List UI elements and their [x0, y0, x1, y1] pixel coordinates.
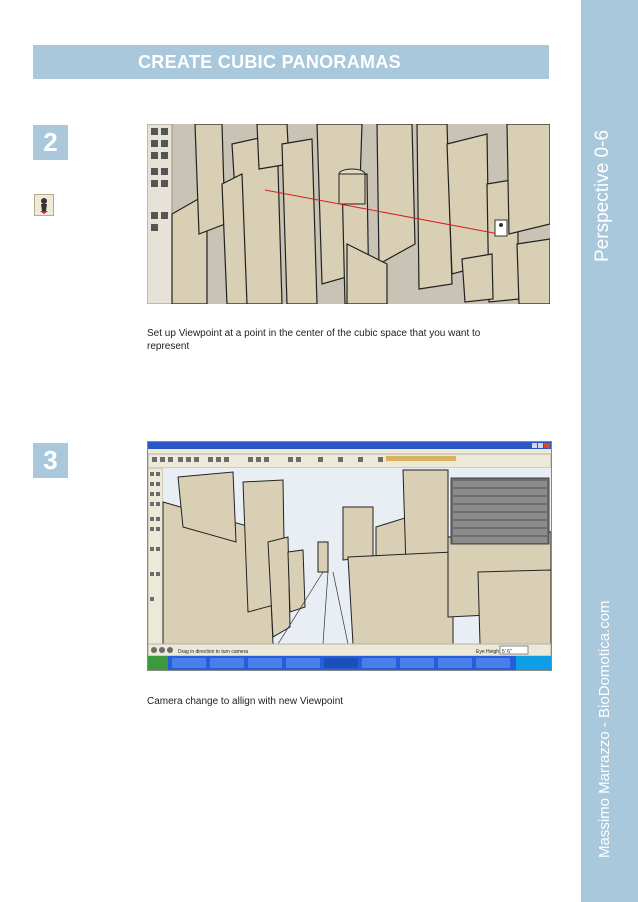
step-badge-3: 3	[33, 443, 68, 478]
header-bar	[33, 45, 549, 79]
step-badge-2: 2	[33, 125, 68, 160]
sidebar-text	[581, 0, 638, 902]
eye-height-value: 5' 6"	[502, 649, 512, 655]
right-sidebar	[581, 0, 638, 902]
screenshot-viewpoint	[147, 124, 550, 304]
page-title: CREATE CUBIC PANORAMAS	[138, 52, 401, 72]
sidebar-series: Perspective 0-6	[592, 129, 613, 262]
eye-height-label: Eye Height	[476, 649, 501, 655]
step-2-caption-line1: Set up Viewpoint at a point in the center of the cubic space that you want to	[147, 328, 481, 339]
step-2-caption-line2: represent	[147, 341, 190, 352]
sidebar-credit: Massimo Marrazzo - BioDomotica.com	[596, 600, 613, 858]
step-3-caption: Camera change to allign with new Viewpoint	[147, 696, 344, 707]
position-camera-tool-icon	[34, 194, 54, 216]
screenshot-camera-view	[147, 441, 552, 671]
status-hint-text: Drag in direction to turn camera	[178, 649, 249, 655]
